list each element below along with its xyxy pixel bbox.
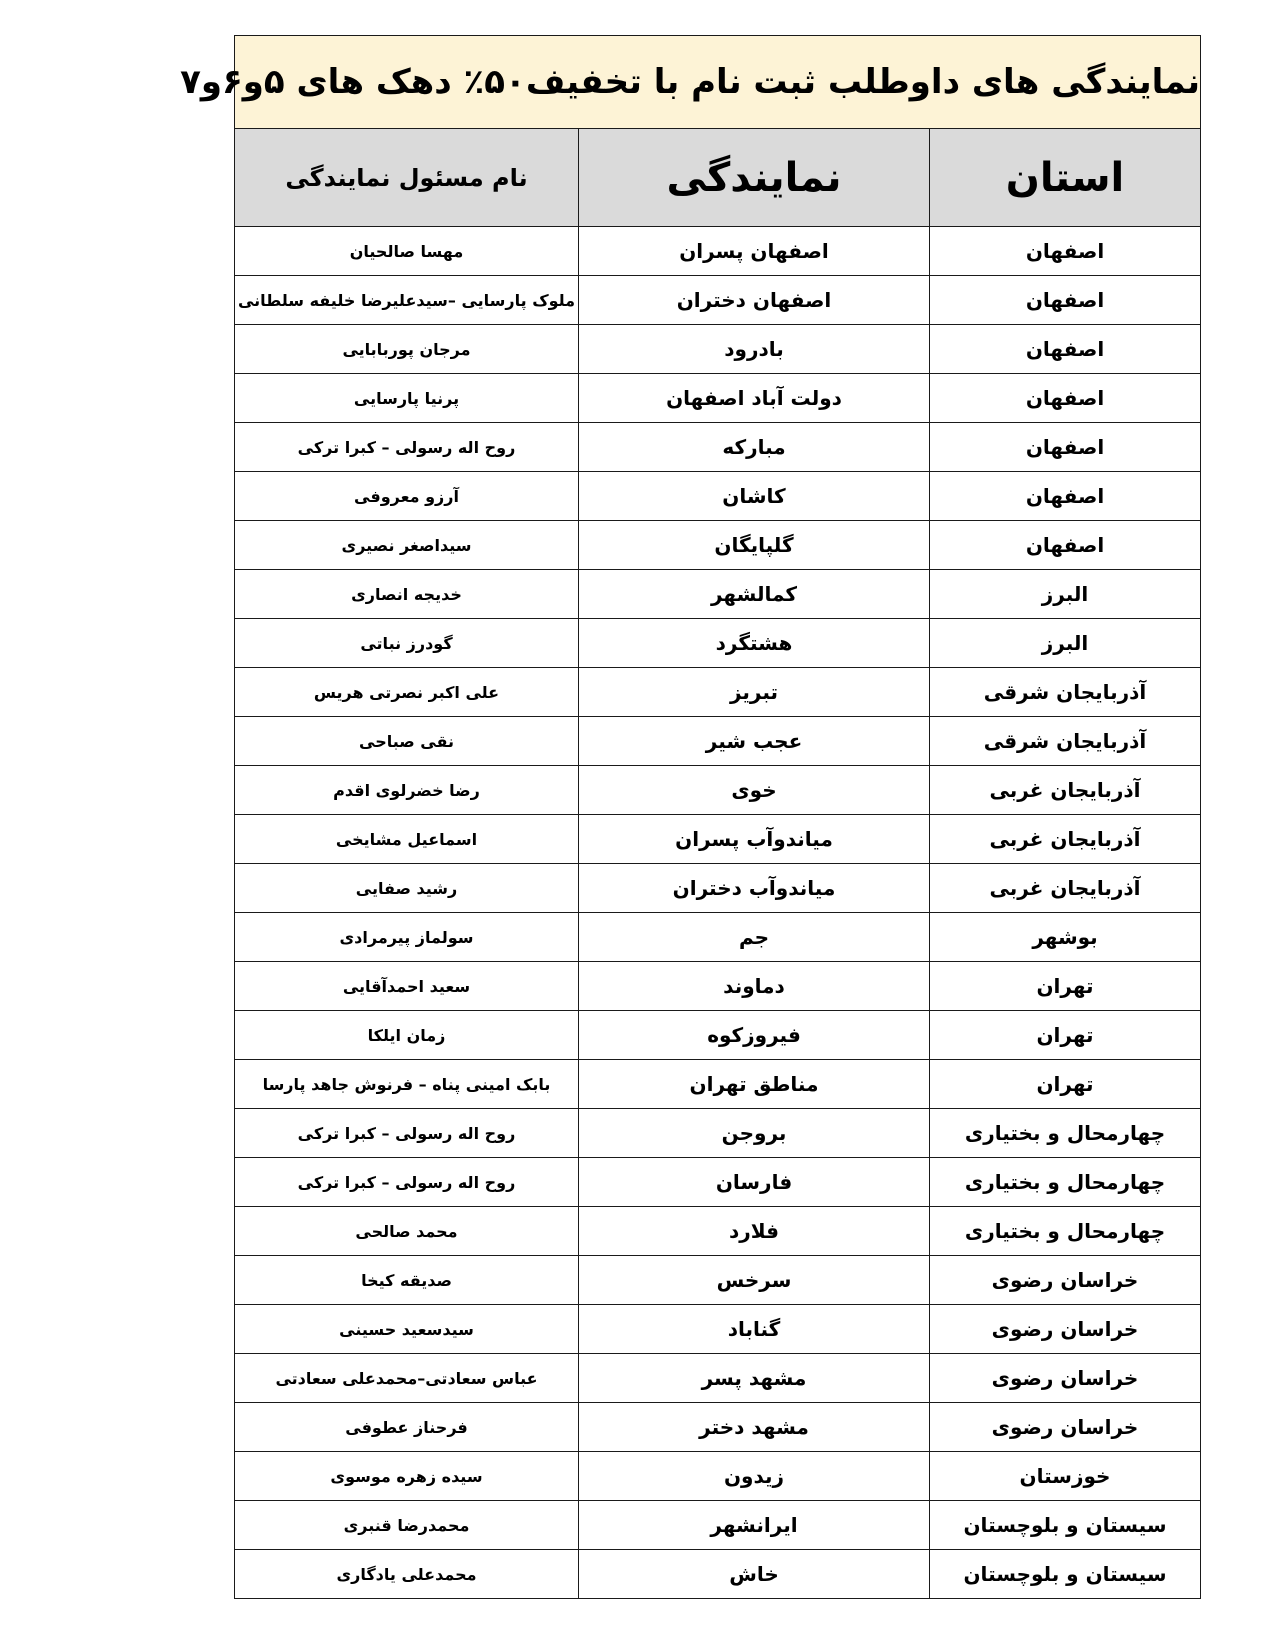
province-cell: خراسان رضوی — [930, 1305, 1201, 1354]
province-cell: آذربایجان غربی — [930, 815, 1201, 864]
agency-cell: فارسان — [579, 1158, 930, 1207]
agency-cell: خاش — [579, 1550, 930, 1599]
agency-cell: کمالشهر — [579, 570, 930, 619]
table-row — [235, 619, 1201, 668]
person-cell: فرحناز عطوفی — [235, 1403, 579, 1452]
person-cell: محمدعلی یادگاری — [235, 1550, 579, 1599]
person-cell: بابک امینی پناه – فرنوش جاهد پارسا — [235, 1060, 579, 1109]
table-row — [235, 227, 1201, 276]
person-cell: زمان ایلکا — [235, 1011, 579, 1060]
agency-cell: سرخس — [579, 1256, 930, 1305]
table-row — [235, 1109, 1201, 1158]
province-cell: آذربایجان شرقی — [930, 717, 1201, 766]
agency-cell: بروجن — [579, 1109, 930, 1158]
province-cell: تهران — [930, 962, 1201, 1011]
agency-cell: اصفهان دختران — [579, 276, 930, 325]
table-row — [235, 423, 1201, 472]
agency-cell: هشتگرد — [579, 619, 930, 668]
table-row — [235, 913, 1201, 962]
agency-cell: مناطق تهران — [579, 1060, 930, 1109]
province-cell: اصفهان — [930, 374, 1201, 423]
table-row — [235, 1501, 1201, 1550]
table-row — [235, 570, 1201, 619]
province-cell: البرز — [930, 570, 1201, 619]
agency-cell: گناباد — [579, 1305, 930, 1354]
person-cell: رضا خضرلوی اقدم — [235, 766, 579, 815]
table-row — [235, 1207, 1201, 1256]
person-cell: آرزو معروفی — [235, 472, 579, 521]
column-header-row — [235, 129, 1201, 227]
province-cell: اصفهان — [930, 325, 1201, 374]
province-cell: البرز — [930, 619, 1201, 668]
province-cell: خوزستان — [930, 1452, 1201, 1501]
table-body — [235, 227, 1201, 1599]
person-cell: سعید احمدآقایی — [235, 962, 579, 1011]
province-cell: آذربایجان شرقی — [930, 668, 1201, 717]
table-row — [235, 1354, 1201, 1403]
table-row — [235, 864, 1201, 913]
table-row — [235, 717, 1201, 766]
agency-cell: دولت آباد اصفهان — [579, 374, 930, 423]
agency-cell: میاندوآب پسران — [579, 815, 930, 864]
province-cell: اصفهان — [930, 227, 1201, 276]
person-cell: اسماعیل مشایخی — [235, 815, 579, 864]
province-cell: چهارمحال و بختیاری — [930, 1109, 1201, 1158]
person-cell: خدیجه انصاری — [235, 570, 579, 619]
person-cell: ملوک پارسایی –سیدعلیرضا خلیفه سلطانی — [235, 276, 579, 325]
person-cell: پرنیا پارسایی — [235, 374, 579, 423]
province-cell: اصفهان — [930, 276, 1201, 325]
person-cell: رشید صفایی — [235, 864, 579, 913]
table-row — [235, 1403, 1201, 1452]
agency-cell: خوی — [579, 766, 930, 815]
agency-cell: زیدون — [579, 1452, 930, 1501]
table-row — [235, 1011, 1201, 1060]
column-header-agency: نمایندگی — [579, 129, 930, 227]
table-row — [235, 1256, 1201, 1305]
table-row — [235, 521, 1201, 570]
person-cell: سیدسعید حسینی — [235, 1305, 579, 1354]
person-cell: گودرز نباتی — [235, 619, 579, 668]
table-row — [235, 276, 1201, 325]
province-cell: چهارمحال و بختیاری — [930, 1207, 1201, 1256]
agency-cell: فلارد — [579, 1207, 930, 1256]
person-cell: مرجان پوربابایی — [235, 325, 579, 374]
agency-cell: کاشان — [579, 472, 930, 521]
province-cell: تهران — [930, 1060, 1201, 1109]
person-cell: محمدرضا قنبری — [235, 1501, 579, 1550]
province-cell: آذربایجان غربی — [930, 864, 1201, 913]
province-cell: سیستان و بلوچستان — [930, 1550, 1201, 1599]
agency-document — [180, 35, 1200, 1599]
table-row — [235, 325, 1201, 374]
table-row — [235, 668, 1201, 717]
agency-table — [180, 35, 1201, 1599]
province-cell: خراسان رضوی — [930, 1354, 1201, 1403]
person-cell: روح اله رسولی – کبرا ترکی — [235, 1109, 579, 1158]
province-cell: اصفهان — [930, 423, 1201, 472]
agency-cell: میاندوآب دختران — [579, 864, 930, 913]
table-row — [235, 962, 1201, 1011]
agency-cell: گلپایگان — [579, 521, 930, 570]
column-header-person: نام مسئول نمایندگی — [235, 129, 579, 227]
agency-cell: مبارکه — [579, 423, 930, 472]
person-cell: محمد صالحی — [235, 1207, 579, 1256]
province-cell: اصفهان — [930, 521, 1201, 570]
agency-cell: فیروزکوه — [579, 1011, 930, 1060]
person-cell: عباس سعادتی–محمدعلی سعادتی — [235, 1354, 579, 1403]
table-row — [235, 472, 1201, 521]
province-cell: اصفهان — [930, 472, 1201, 521]
agency-cell: مشهد پسر — [579, 1354, 930, 1403]
agency-cell: دماوند — [579, 962, 930, 1011]
person-cell: علی اکبر نصرتی هریس — [235, 668, 579, 717]
person-cell: سیده زهره موسوی — [235, 1452, 579, 1501]
province-cell: سیستان و بلوچستان — [930, 1501, 1201, 1550]
agency-cell: اصفهان پسران — [579, 227, 930, 276]
table-row — [235, 1452, 1201, 1501]
province-cell: آذربایجان غربی — [930, 766, 1201, 815]
person-cell: سیداصغر نصیری — [235, 521, 579, 570]
table-row — [235, 815, 1201, 864]
province-cell: بوشهر — [930, 913, 1201, 962]
table-row — [235, 374, 1201, 423]
table-row — [235, 1550, 1201, 1599]
province-cell: چهارمحال و بختیاری — [930, 1158, 1201, 1207]
agency-cell: تبریز — [579, 668, 930, 717]
person-cell: مهسا صالحیان — [235, 227, 579, 276]
agency-cell: مشهد دختر — [579, 1403, 930, 1452]
province-cell: خراسان رضوی — [930, 1403, 1201, 1452]
person-cell: روح اله رسولی – کبرا ترکی — [235, 1158, 579, 1207]
table-row — [235, 1060, 1201, 1109]
province-cell: تهران — [930, 1011, 1201, 1060]
table-row — [235, 766, 1201, 815]
column-header-province: استان — [930, 129, 1201, 227]
table-row — [235, 1305, 1201, 1354]
person-cell: روح اله رسولی – کبرا ترکی — [235, 423, 579, 472]
person-cell: سولماز پیرمرادی — [235, 913, 579, 962]
agency-cell: جم — [579, 913, 930, 962]
person-cell: نقی صباحی — [235, 717, 579, 766]
document-title: نمایندگی های داوطلب ثبت نام با تخفیف۵۰٪ دهک های ۵و۶و۷ — [235, 36, 1201, 129]
agency-cell: بادرود — [579, 325, 930, 374]
table-row — [235, 1158, 1201, 1207]
province-cell: خراسان رضوی — [930, 1256, 1201, 1305]
agency-cell: ایرانشهر — [579, 1501, 930, 1550]
person-cell: صدیقه کیخا — [235, 1256, 579, 1305]
agency-cell: عجب شیر — [579, 717, 930, 766]
